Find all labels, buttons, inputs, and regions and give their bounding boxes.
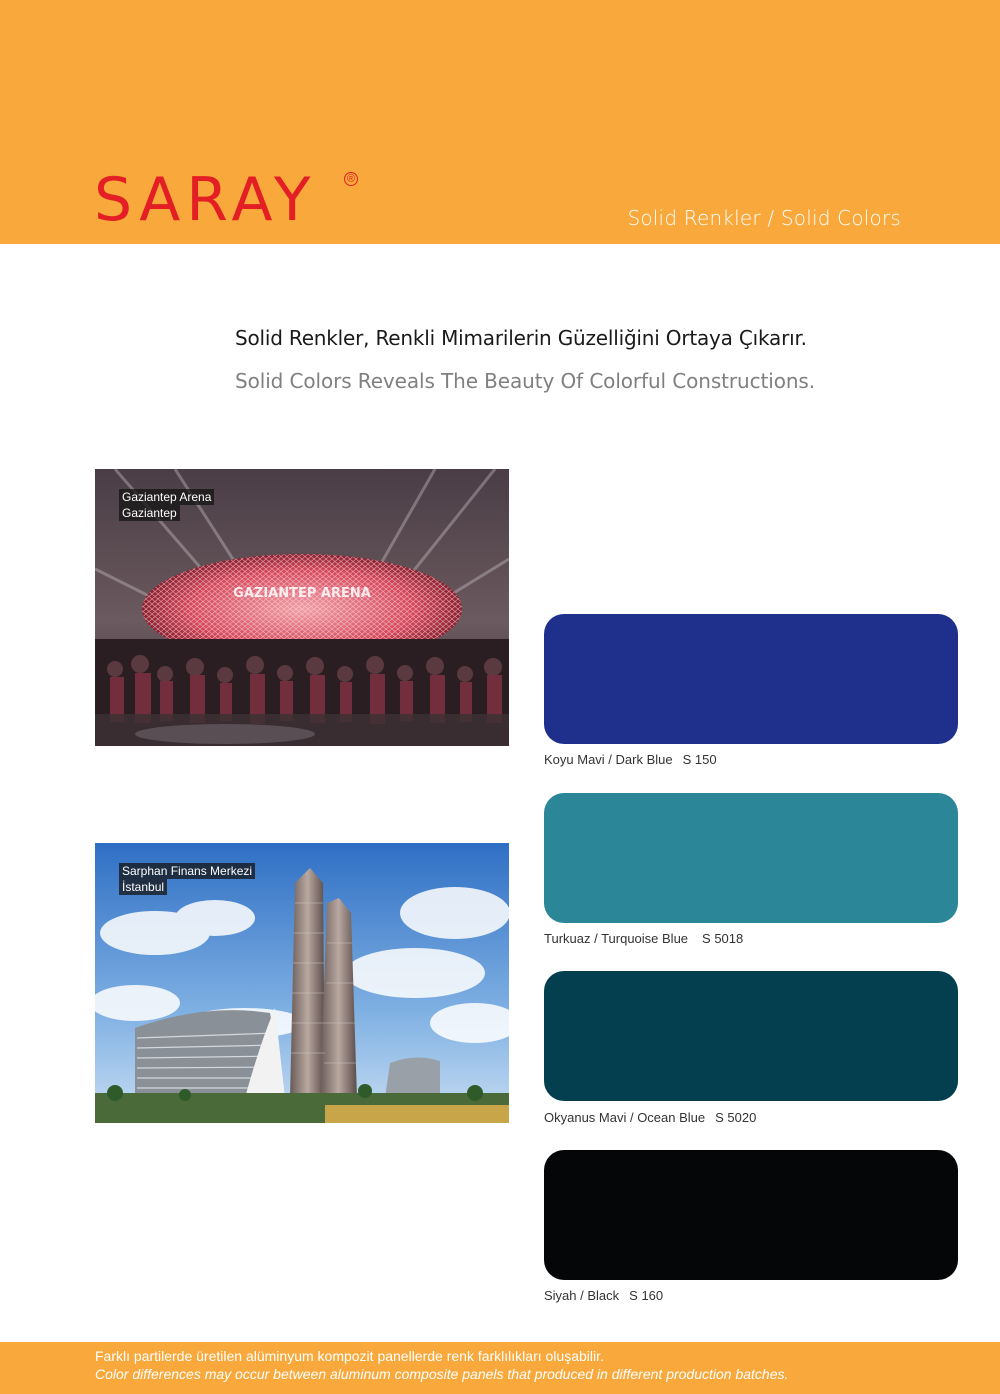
swatch-name: Siyah / Black bbox=[544, 1288, 620, 1303]
swatch-name: Koyu Mavi / Dark Blue bbox=[544, 752, 673, 767]
swatch-ocean-blue bbox=[544, 971, 958, 1101]
swatch-code: S 150 bbox=[682, 752, 717, 767]
page-title: Solid Renkler / Solid Colors bbox=[627, 206, 901, 230]
arena-sign: GAZIANTEP ARENA bbox=[233, 586, 371, 601]
photo-caption bbox=[119, 863, 255, 895]
caption-line1: Gaziantep Arena bbox=[119, 489, 214, 505]
caption-line1: Sarphan Finans Merkezi bbox=[119, 863, 255, 879]
photo-sarphan-finans bbox=[95, 843, 509, 1123]
swatch-code: S 160 bbox=[629, 1288, 664, 1303]
swatch-label-black bbox=[544, 1288, 663, 1303]
header-banner bbox=[0, 0, 1000, 244]
swatch-label-dark-blue bbox=[544, 752, 717, 767]
footer-note-turkish: Farklı partilerde üretilen alüminyum kompozit panellerde renk farklılıkları oluşabilir. bbox=[95, 1348, 604, 1364]
headline-english: Solid Colors Reveals The Beauty Of Colorful Constructions. bbox=[235, 369, 815, 393]
swatch-black bbox=[544, 1150, 958, 1280]
registered-mark-icon: ® bbox=[344, 172, 358, 186]
caption-line2: Gaziantep bbox=[119, 505, 180, 521]
caption-line2: İstanbul bbox=[119, 879, 167, 895]
photo-caption bbox=[119, 489, 214, 521]
swatch-dark-blue bbox=[544, 614, 958, 744]
swatch-code: S 5018 bbox=[702, 931, 744, 946]
swatch-name: Turkuaz / Turquoise Blue bbox=[544, 931, 689, 946]
swatch-label-turquoise-blue bbox=[544, 931, 743, 946]
photo-gaziantep-arena bbox=[95, 469, 509, 746]
headline-turkish: Solid Renkler, Renkli Mimarilerin Güzelliğini Ortaya Çıkarır. bbox=[235, 326, 807, 350]
swatch-turquoise-blue bbox=[544, 793, 958, 923]
swatch-name: Okyanus Mavi / Ocean Blue bbox=[544, 1110, 706, 1125]
footer-banner bbox=[0, 1342, 1000, 1394]
brand-logo: SARAY bbox=[94, 165, 317, 235]
footer-note-english: Color differences may occur between aluminum composite panels that produced in different production batches. bbox=[95, 1366, 789, 1382]
swatch-code: S 5020 bbox=[715, 1110, 757, 1125]
swatch-label-ocean-blue bbox=[544, 1110, 756, 1125]
